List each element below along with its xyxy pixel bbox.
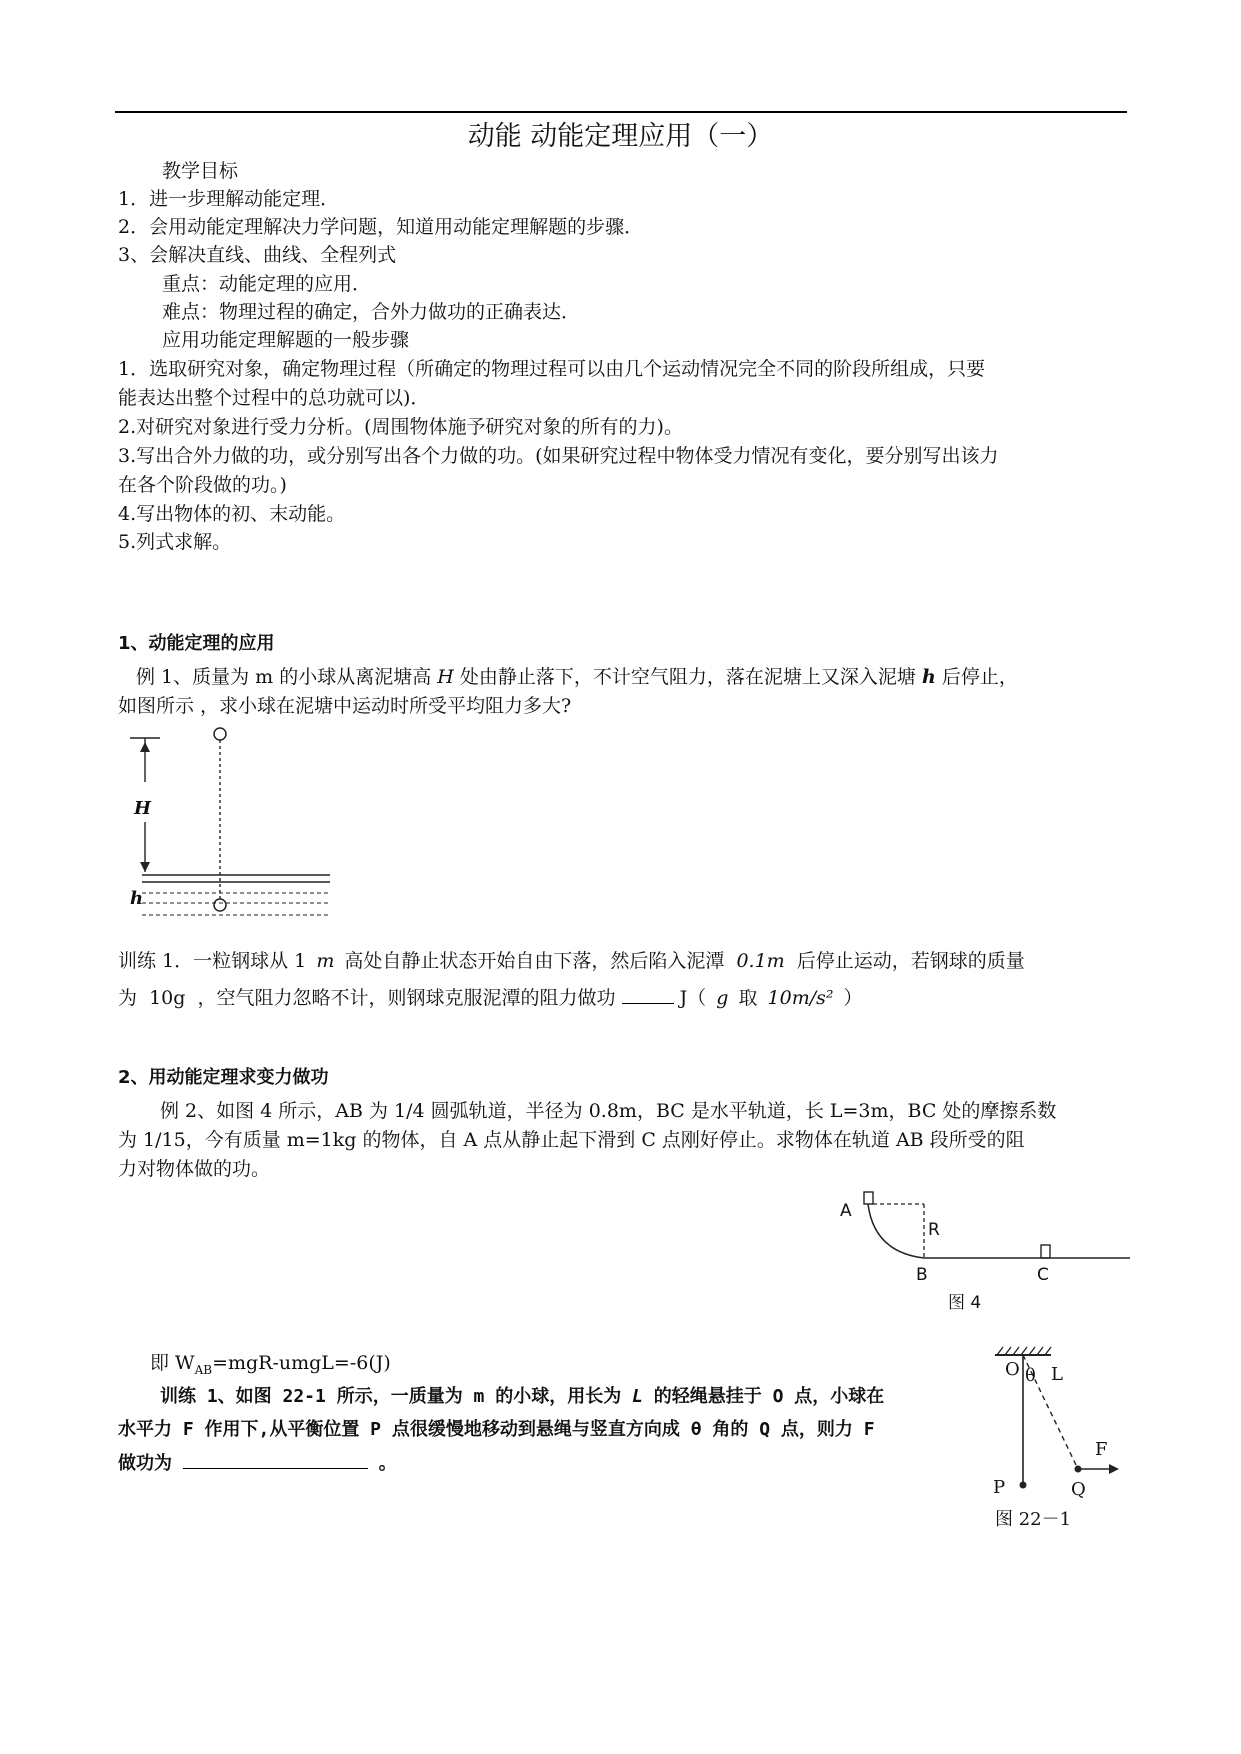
training1-text: 为 (118, 987, 138, 1009)
step-item: 4.写出物体的初、末动能。 (118, 503, 346, 525)
difficulty: 难点：物理过程的确定，合外力做功的正确表达． (162, 301, 581, 323)
answer-rest: =mgR-umgL=-6(J) (212, 1352, 391, 1374)
fig22-label-O: O (1005, 1359, 1020, 1380)
fig22-label-theta: θ (1025, 1365, 1036, 1386)
answer-blank[interactable] (622, 985, 674, 1004)
figure1-label-h: h (130, 888, 144, 909)
goals-heading: 教学目标 (162, 160, 239, 182)
example1-text: 处由静止落下，不计空气阻力，落在泥塘上又深入泥塘 (459, 666, 916, 688)
page-title: 动能 动能定理应用（一） (467, 121, 774, 152)
training1-text: 高处自静止状态开始自由下落，然后陷入泥潭 (344, 950, 725, 972)
answer-blank[interactable] (183, 1450, 368, 1469)
step-item: 5.列式求解。 (118, 531, 232, 553)
figure4-drawing (864, 1192, 1130, 1258)
answer-line (150, 1350, 391, 1383)
training2-line2: 水平力 F 作用下,从平衡位置 P 点很缓慢地移动到悬绳与竖直方向成 θ 角的 Q 点，则力 F (118, 1419, 875, 1440)
step-item: 1．选取研究对象，确定物理过程（所确定的物理过程可以由几个运动情况完全不同的阶段所组成，只要 (118, 358, 986, 380)
training1-line2 (118, 985, 863, 1011)
fig4-label-A: A (840, 1201, 852, 1221)
unit-m: m (316, 950, 335, 972)
symbol-L: L (632, 1386, 643, 1407)
training1-line1 (118, 948, 1025, 974)
fig4-label-C: C (1037, 1265, 1049, 1285)
training1-text: 后停止运动，若钢球的质量 (796, 950, 1025, 972)
symbol-H: H (437, 666, 454, 688)
symbol-h: h (921, 666, 936, 688)
training1-text: ） (843, 987, 863, 1009)
training1-text: 取 (738, 987, 758, 1009)
key-point: 重点：动能定理的应用． (162, 273, 372, 295)
goal-item: 3、会解决直线、曲线、全程列式 (118, 244, 397, 266)
figure1-label-H: H (134, 798, 152, 819)
training2-text: 做功为 (118, 1453, 172, 1474)
fig4-caption: 图 4 (948, 1293, 982, 1313)
training2-text: 。 (378, 1453, 397, 1474)
step-item: 2.对研究对象进行受力分析。(周围物体施予研究对象的所有的力)。 (118, 416, 683, 438)
training1-text: 训练 1．一粒钢球从 1 (118, 950, 307, 972)
section2-heading: 2、用动能定理求变力做功 (118, 1067, 329, 1088)
fig4-label-R: R (928, 1220, 940, 1240)
header-rule (115, 111, 1127, 113)
training1-text: J（ (679, 987, 707, 1009)
training2-text: 的轻绳悬挂于 O 点，小球在 (653, 1386, 885, 1407)
example2-line: 为 1/15，今有质量 m=1kg 的物体，自 A 点从静止起下滑到 C 点刚好停止。求物体在轨道 AB 段所受的阻 (118, 1129, 1025, 1151)
fig22-caption: 图 22－1 (995, 1509, 1072, 1530)
fig22-label-L: L (1051, 1364, 1063, 1385)
symbol-g: g (716, 987, 729, 1009)
answer-subscript: AB (194, 1362, 213, 1377)
fig4-label-B: B (916, 1265, 928, 1285)
mass-value: 10g (149, 987, 186, 1009)
figure1-drawing (130, 728, 330, 915)
step-item: 3.写出合外力做的功，或分别写出各个力做的功。(如果研究过程中物体受力情况有变化，要分别写出该力 (118, 445, 999, 467)
training2-text: 训练 1、如图 22-1 所示，一质量为 m 的小球，用长为 (160, 1386, 622, 1407)
fig22-label-F: F (1095, 1439, 1108, 1460)
figure-falling-ball (130, 722, 330, 932)
depth-value: 0.1m (736, 950, 785, 972)
training1-text: ，空气阻力忽略不计，则钢球克服泥潭的阻力做功 (197, 987, 616, 1009)
figure-4-track (830, 1188, 1130, 1318)
training2-line3 (118, 1450, 397, 1477)
example1-text: 例 1、质量为 m 的小球从离泥塘高 (136, 666, 432, 688)
g-value: 10m/s² (767, 987, 834, 1009)
goal-item: 2．会用动能定理解决力学问题，知道用动能定理解题的步骤． (118, 216, 644, 238)
fig22-label-Q: Q (1071, 1479, 1086, 1500)
example2-line: 力对物体做的功。 (118, 1158, 271, 1180)
fig22-label-P: P (993, 1477, 1006, 1498)
training2-line1 (160, 1384, 884, 1410)
step-item: 能表达出整个过程中的总功就可以)． (118, 387, 430, 409)
example2-line: 例 2、如图 4 所示，AB 为 1/4 圆弧轨道，半径为 0.8m，BC 是水平轨道，长 L=3m，BC 处的摩擦系数 (160, 1100, 1057, 1122)
example1-text: 后停止， (941, 666, 1018, 688)
figure-22-1-pendulum (985, 1345, 1135, 1545)
answer-prefix: 即 W (150, 1352, 195, 1374)
step-item: 在各个阶段做的功。) (118, 474, 287, 496)
example1-line1 (136, 664, 1018, 690)
goal-item: 1．进一步理解动能定理． (118, 188, 340, 210)
steps-heading: 应用功能定理解题的一般步骤 (162, 329, 410, 351)
section1-heading: 1、动能定理的应用 (118, 633, 275, 654)
example1-line2: 如图所示 ，求小球在泥塘中运动时所受平均阻力多大? (118, 695, 572, 717)
